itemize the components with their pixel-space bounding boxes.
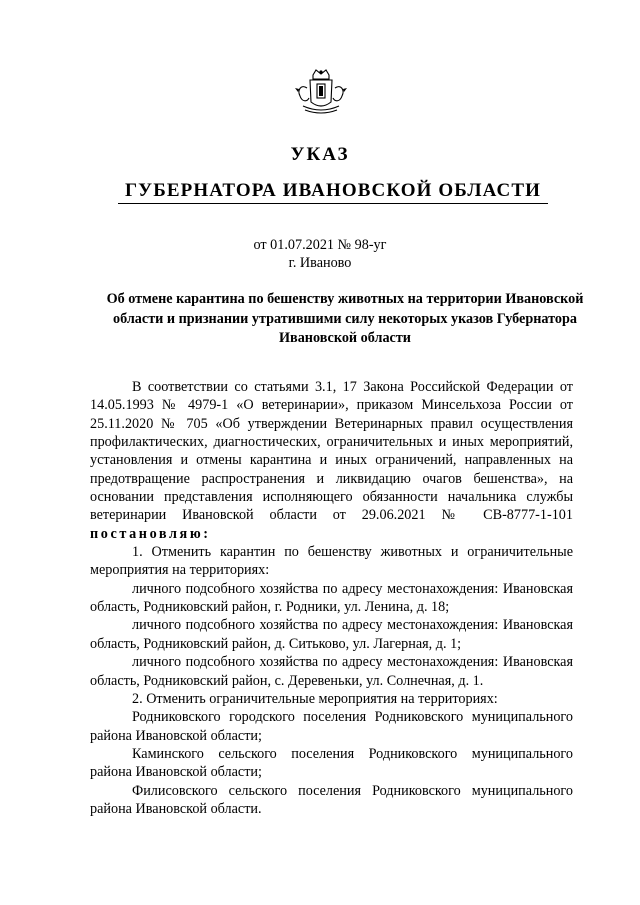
preamble-text: В соответствии со статьями 3.1, 17 Закона Российской Федерации от 14.05.1993 № 4979-1 «О ветеринарии», приказом Минсельхоза России от 25.11.2020 № 705 «Об утверждении Ветеринарных правил осуществления профилактических, диагностических, ограничительных и иных мероприятий, установления и отмены карантина и иных ограничений, направленных на предотвращение распространения и ликвидацию очагов бешенства», на основании представления исполняющего обязанности начальника службы ветеринарии Ивановской области от 29.06.2021 № СВ-8777-1-101: [90, 379, 573, 524]
coat-of-arms-emblem: [293, 66, 349, 116]
document-type-title: УКАЗ: [290, 144, 350, 165]
decree-word: постановляю: [90, 525, 204, 542]
decree-colon: :: [203, 525, 209, 542]
item-1-paragraph: 1. Отменить карантин по бешенству животных и ограничительные мероприятия на территориях:: [90, 544, 573, 579]
city: г. Иваново: [288, 255, 352, 271]
date-number: от 01.07.2021 № 98-уг: [253, 237, 387, 253]
item-1-address-a: личного подсобного хозяйства по адресу местонахождения: Ивановская область, Родниковский район, г. Родники, ул. Ленина, д. 18;: [90, 580, 573, 616]
document-subject-title: Об отмене карантина по бешенству животных на территории Ивановской области и признании утратившими силу некоторых указов Губернатора Ивановской области: [106, 291, 584, 346]
item-1-address-b: личного подсобного хозяйства по адресу местонахождения: Ивановская область, Родниковский район, д. Ситьково, ул. Лагерная, д. 1;: [90, 617, 573, 652]
preamble-paragraph: [90, 378, 573, 543]
item-2-territory-c: Филисовского сельского поселения Родниковского муниципального района Ивановской области.: [90, 782, 573, 817]
document-body: [90, 378, 573, 818]
item-2-territory-b: Каминского сельского поселения Родниковского муниципального района Ивановской области;: [90, 745, 573, 781]
item-2-paragraph: 2. Отменить ограничительные мероприятия на территориях:: [132, 690, 498, 707]
item-2-territory-a: Родниковского городского поселения Родниковского муниципального района Ивановской области;: [90, 709, 573, 744]
issuer-title: ГУБЕРНАТОРА ИВАНОВСКОЙ ОБЛАСТИ: [118, 180, 548, 204]
item-1-address-c: личного подсобного хозяйства по адресу местонахождения: Ивановская область, Родниковский район, с. Деревеньки, ул. Солнечная, д. 1.: [90, 654, 573, 689]
